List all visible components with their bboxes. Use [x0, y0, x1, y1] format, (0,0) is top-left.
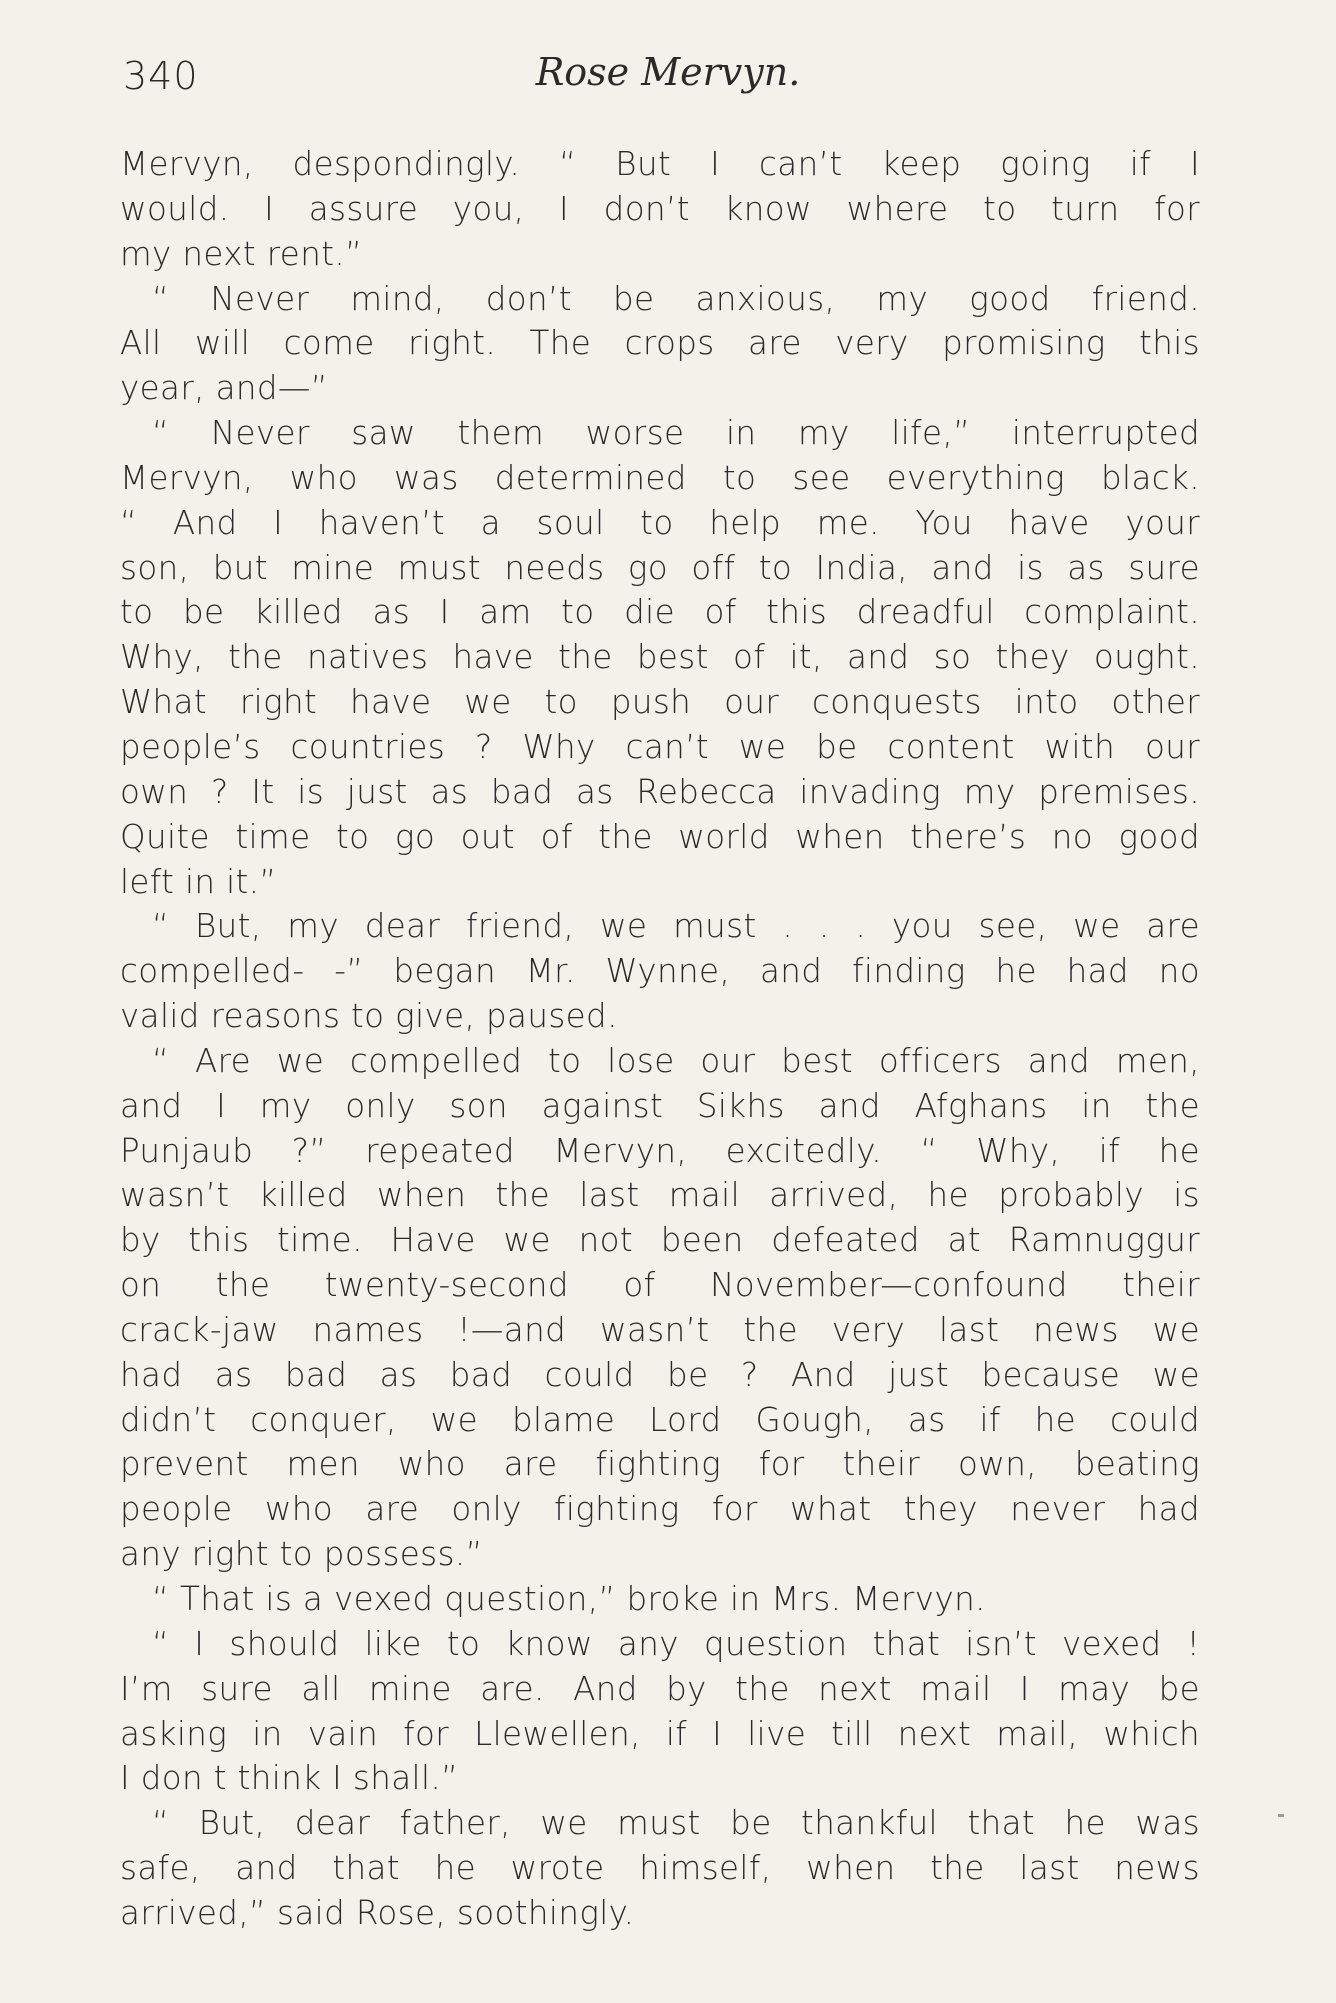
text-line: didn’t conquer, we blame Lord Gough, as if he could: [120, 1400, 1200, 1439]
text-line: people who are only fighting for what they never had: [120, 1490, 1200, 1529]
text-line: Quite time to go out of the world when there’s no good: [120, 817, 1200, 856]
text-line: Why, the natives have the best of it, and so they ought.: [120, 638, 1200, 677]
text-line: Mervyn, despondingly. “ But I can’t keep going if I: [120, 145, 1200, 183]
text-line: “ Never saw them worse in my life,” interrupted: [152, 414, 1200, 453]
text-line: “ Never mind, don’t be anxious, my good friend.: [152, 279, 1200, 318]
text-line: son, but mine must needs go off to India, and is as sure: [120, 548, 1200, 587]
text-line: “ But, my dear friend, we must . . . you see, we are: [152, 907, 1200, 946]
text-line: on the twenty-second of November—confound their: [120, 1266, 1200, 1305]
text-line: “ That is a vexed question,” broke in Mrs. Mervyn.: [152, 1580, 986, 1618]
text-line: valid reasons to give, paused.: [120, 997, 618, 1036]
text-line: left in it.”: [120, 862, 277, 901]
text-line: to be killed as I am to die of this dreadful complaint.: [120, 593, 1200, 632]
text-line: What right have we to push our conquests into other: [120, 683, 1200, 722]
text-line: All will come right. The crops are very promising this: [120, 324, 1200, 363]
text-line: people’s countries ? Why can’t we be content with our: [120, 727, 1200, 766]
text-line: “ Are we compelled to lose our best officers and men,: [152, 1041, 1200, 1080]
text-line: crack-jaw names !—and wasn’t the very last news we: [120, 1310, 1200, 1349]
body-text: [120, 142, 1200, 1936]
text-line: would. I assure you, I don’t know where to turn for: [120, 189, 1200, 228]
running-title: Rose Mervyn.: [535, 50, 801, 94]
text-line: Mervyn, who was determined to see everything black.: [120, 458, 1200, 497]
margin-mark: [1278, 1814, 1284, 1817]
text-line: “ But, dear father, we must be thankful that he was: [152, 1804, 1200, 1843]
text-line: own ? It is just as bad as Rebecca invading my premises.: [120, 772, 1200, 811]
text-line: by this time. Have we not been defeated at Ramnuggur: [120, 1221, 1200, 1260]
text-line: arrived,” said Rose, soothingly.: [120, 1893, 635, 1932]
text-line: “ I should like to know any question that isn’t vexed !: [152, 1624, 1200, 1663]
text-line: I’m sure all mine are. And by the next mail I may be: [120, 1669, 1200, 1708]
text-line: any right to possess.”: [120, 1535, 483, 1574]
text-line: and I my only son against Sikhs and Afghans in the: [120, 1086, 1200, 1125]
text-line: asking in vain for Llewellen, if I live till next mail, which: [120, 1714, 1200, 1753]
text-line: had as bad as bad could be ? And just because we: [120, 1355, 1200, 1394]
text-line: safe, and that he wrote himself, when the last news: [120, 1849, 1200, 1888]
text-line: “ And I haven’t a soul to help me. You have your: [120, 503, 1200, 542]
text-line: year, and—”: [120, 369, 329, 408]
page-number: 340: [123, 54, 199, 98]
text-line: prevent men who are fighting for their own, beating: [120, 1445, 1200, 1484]
text-line: Punjaub ?” repeated Mervyn, excitedly. “ Why, if he: [120, 1131, 1200, 1170]
text-line: compelled- -” began Mr. Wynne, and finding he had no: [120, 952, 1200, 991]
text-line: I don t think I shall.”: [120, 1759, 459, 1798]
text-line: my next rent.”: [120, 234, 363, 273]
text-line: wasn’t killed when the last mail arrived, he probably is: [120, 1176, 1200, 1215]
